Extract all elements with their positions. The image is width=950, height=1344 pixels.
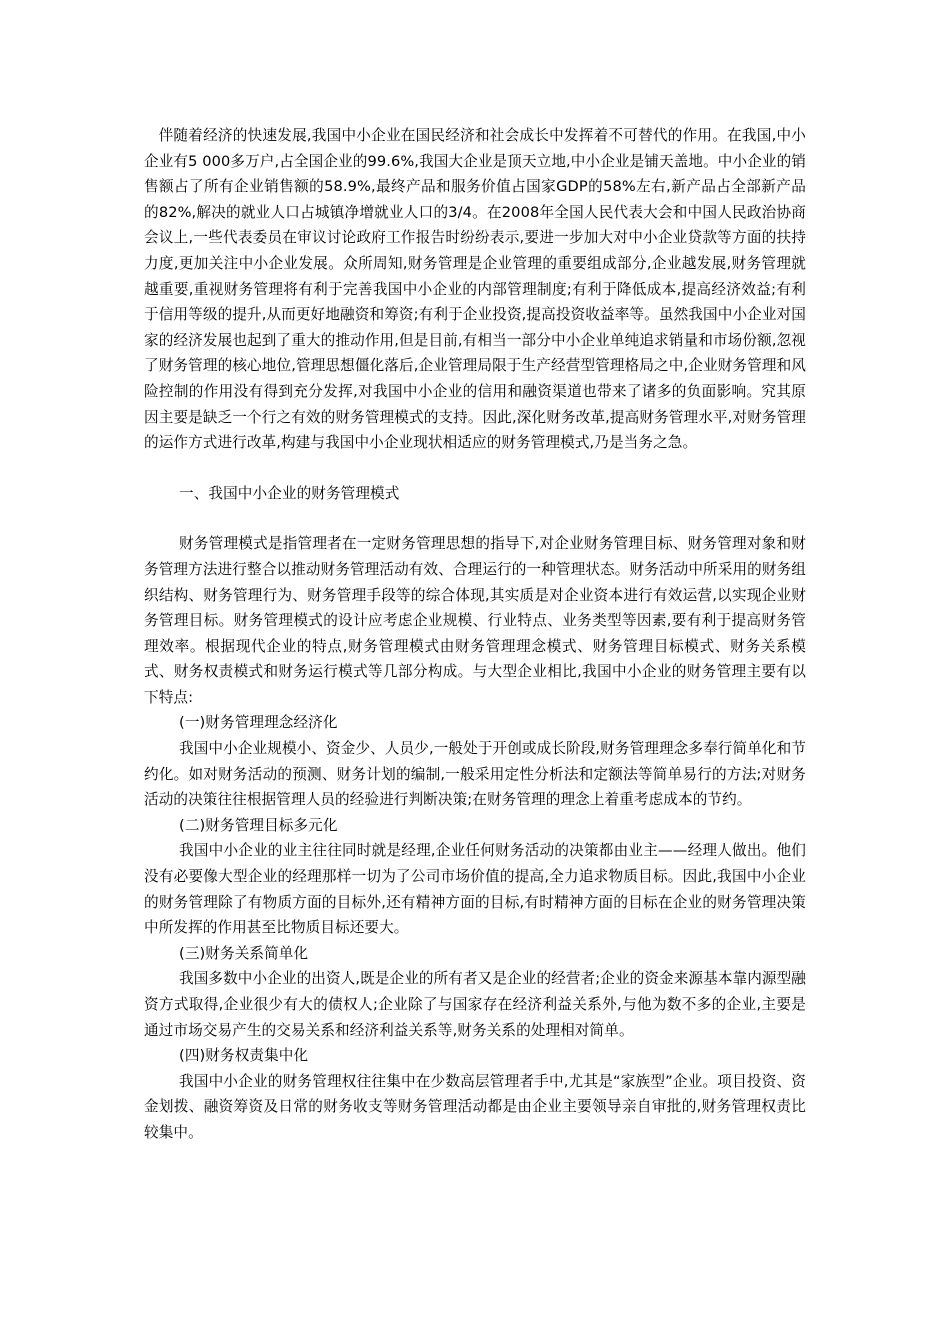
subsection-heading-3: (三)财务关系简单化 (179, 944, 309, 962)
subsection-paragraph-3: 我国多数中小企业的出资人,既是企业的所有者又是企业的经营者;企业的资金来源基本靠内源型融资方式取得,企业很少有大的债权人;企业除了与国家存在经济利益关系外,与他为数不多的企业,主要是通过市场交易产生的交易关系和经济利益关系等,财务关系的处理相对简单。 (144, 970, 806, 1039)
subsection-paragraph-1: 我国中小企业规模小、资金少、人员少,一般处于开创或成长阶段,财务管理理念多奉行简单化和节约化。如对财务活动的预测、财务计划的编制,一般采用定性分析法和定额法等简单易行的方法;对财务活动的决策往往根据管理人员的经验进行判断决策;在财务管理的理念上着重考虑成本的节约。 (144, 740, 806, 809)
subsection-paragraph-4: 我国中小企业的财务管理权往往集中在少数高层管理者手中,尤其是“家族型”企业。项目投资、资金划拨、融资筹资及日常的财务收支等财务管理活动都是由企业主要领导亲自审批的,财务管理权责比较集中。 (144, 1072, 806, 1141)
document-body (144, 123, 806, 1146)
section-paragraph: 财务管理模式是指管理者在一定财务管理思想的指导下,对企业财务管理目标、财务管理对象和财务管理方法进行整合以推动财务管理活动有效、合理运行的一种管理状态。财务活动中所采用的财务组织结构、财务管理行为、财务管理手段等的综合体现,其实质是对企业资本进行有效运营,以实现企业财务管理目标。财务管理模式的设计应考虑企业规模、行业特点、业务类型等因素,要有利于提高财务管理效率。根据现代企业的特点,财务管理模式由财务管理理念模式、财务管理目标模式、财务关系模式、财务权责模式和财务运行模式等几部分构成。与大型企业相比,我国中小企业的财务管理主要有以下特点: (144, 535, 806, 706)
intro-paragraph: 伴随着经济的快速发展,我国中小企业在国民经济和社会成长中发挥着不可替代的作用。在我国,中小企业有5 000多万户,占全国企业的99.6%,我国大企业是顶天立地,中小企业是铺天盖地。中小企业的销售额占了所有企业销售额的58.9%,最终产品和服务价值占国家GDP的58%左右,新产品占全部新产品的82%,解决的就业人口占城镇净增就业人口的3/4。在2008年全国人民代表大会和中国人民政治协商会议上,一些代表委员在审议讨论政府工作报告时纷纷表示,要进一步加大对中小企业贷款等方面的扶持力度,更加关注中小企业发展。众所周知,财务管理是企业管理的重要组成部分,企业越发展,财务管理就越重要,重视财务管理将有利于完善我国中小企业的内部管理制度;有利于降低成本,提高经济效益;有利于信用等级的提升,从而更好地融资和筹资;有利于企业投资,提高投资收益率等。虽然我国中小企业对国家的经济发展也起到了重大的推动作用,但是目前,有相当一部分中小企业单纯追求销量和市场份额,忽视了财务管理的核心地位,管理思想僵化落后,企业管理局限于生产经营型管理格局之中,企业财务管理和风险控制的作用没有得到充分发挥,对我国中小企业的信用和融资渠道也带来了诸多的负面影响。究其原因主要是缺乏一个行之有效的财务管理模式的支持。因此,深化财务改革,提高财务管理水平,对财务管理的运作方式进行改革,构建与我国中小企业现状相适应的财务管理模式,乃是当务之急。 (144, 127, 806, 452)
subsection-heading-2: (二)财务管理目标多元化 (179, 816, 338, 834)
subsection-heading-1: (一)财务管理理念经济化 (179, 714, 338, 732)
subsection-paragraph-2: 我国中小企业的业主往往同时就是经理,企业任何财务活动的决策都由业主——经理人做出。他们没有必要像大型企业的经理那样一切为了公司市场价值的提高,全力追求物质目标。因此,我国中小企业的财务管理除了有物质方面的目标外,还有精神方面的目标,有时精神方面的目标在企业的财务管理决策中所发挥的作用甚至比物质目标还要大。 (144, 842, 806, 937)
subsection-heading-4: (四)财务权责集中化 (179, 1047, 309, 1065)
section-heading: 一、我国中小企业的财务管理模式 (179, 484, 400, 502)
